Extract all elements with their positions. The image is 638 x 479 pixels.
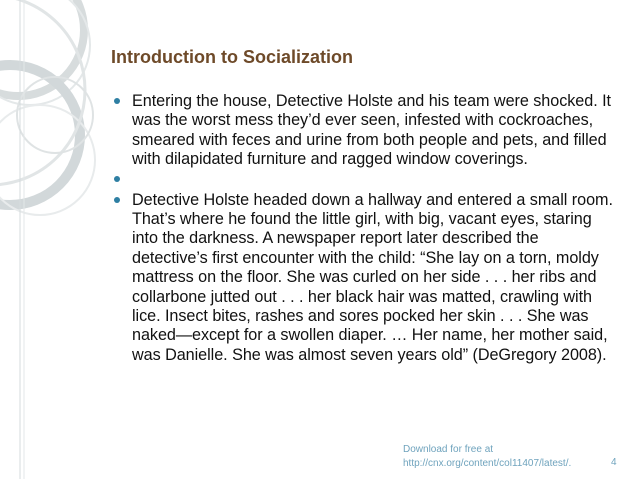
slide-title: Introduction to Socialization — [111, 47, 353, 67]
bullet-item — [114, 191, 614, 366]
footer-line-2: http://cnx.org/content/col11407/latest/. — [403, 458, 572, 469]
bullet-dot-icon — [114, 197, 120, 203]
footer-download-link[interactable] — [403, 443, 571, 471]
bullet-text: Entering the house, Detective Holste and his team were shocked. It was the worst mess they’d ever seen, infested with cockroaches, smeared with feces and urine from both people and pets, and filled with dilapidated furniture and ragged window coverings. — [132, 92, 611, 169]
decorative-circles — [0, 0, 110, 479]
bullet-item-empty — [114, 170, 614, 191]
bullet-dot-icon — [114, 176, 120, 182]
bullet-text: Detective Holste headed down a hallway and entered a small room. That’s where he found the little girl, with big, vacant eyes, staring into the darkness. A newspaper report later described the detective’s first encounter with the child: “She lay on a torn, moldy mattress on the floor. She was curled on her side . . . her ribs and collarbone jutted out . . . her black hair was matted, crawling with lice. Insect bites, rashes and sores pocked her skin . . . She was naked—except for a swollen diaper. … Her name, her mother said, was Danielle. She was almost seven years old” (DeGregory 2008). — [132, 190, 613, 364]
bullet-item — [114, 92, 614, 170]
page-number: 4 — [611, 457, 617, 468]
bullet-dot-icon — [114, 98, 120, 104]
footer-line-1: Download for free at — [403, 444, 494, 455]
bullet-list — [114, 92, 614, 365]
